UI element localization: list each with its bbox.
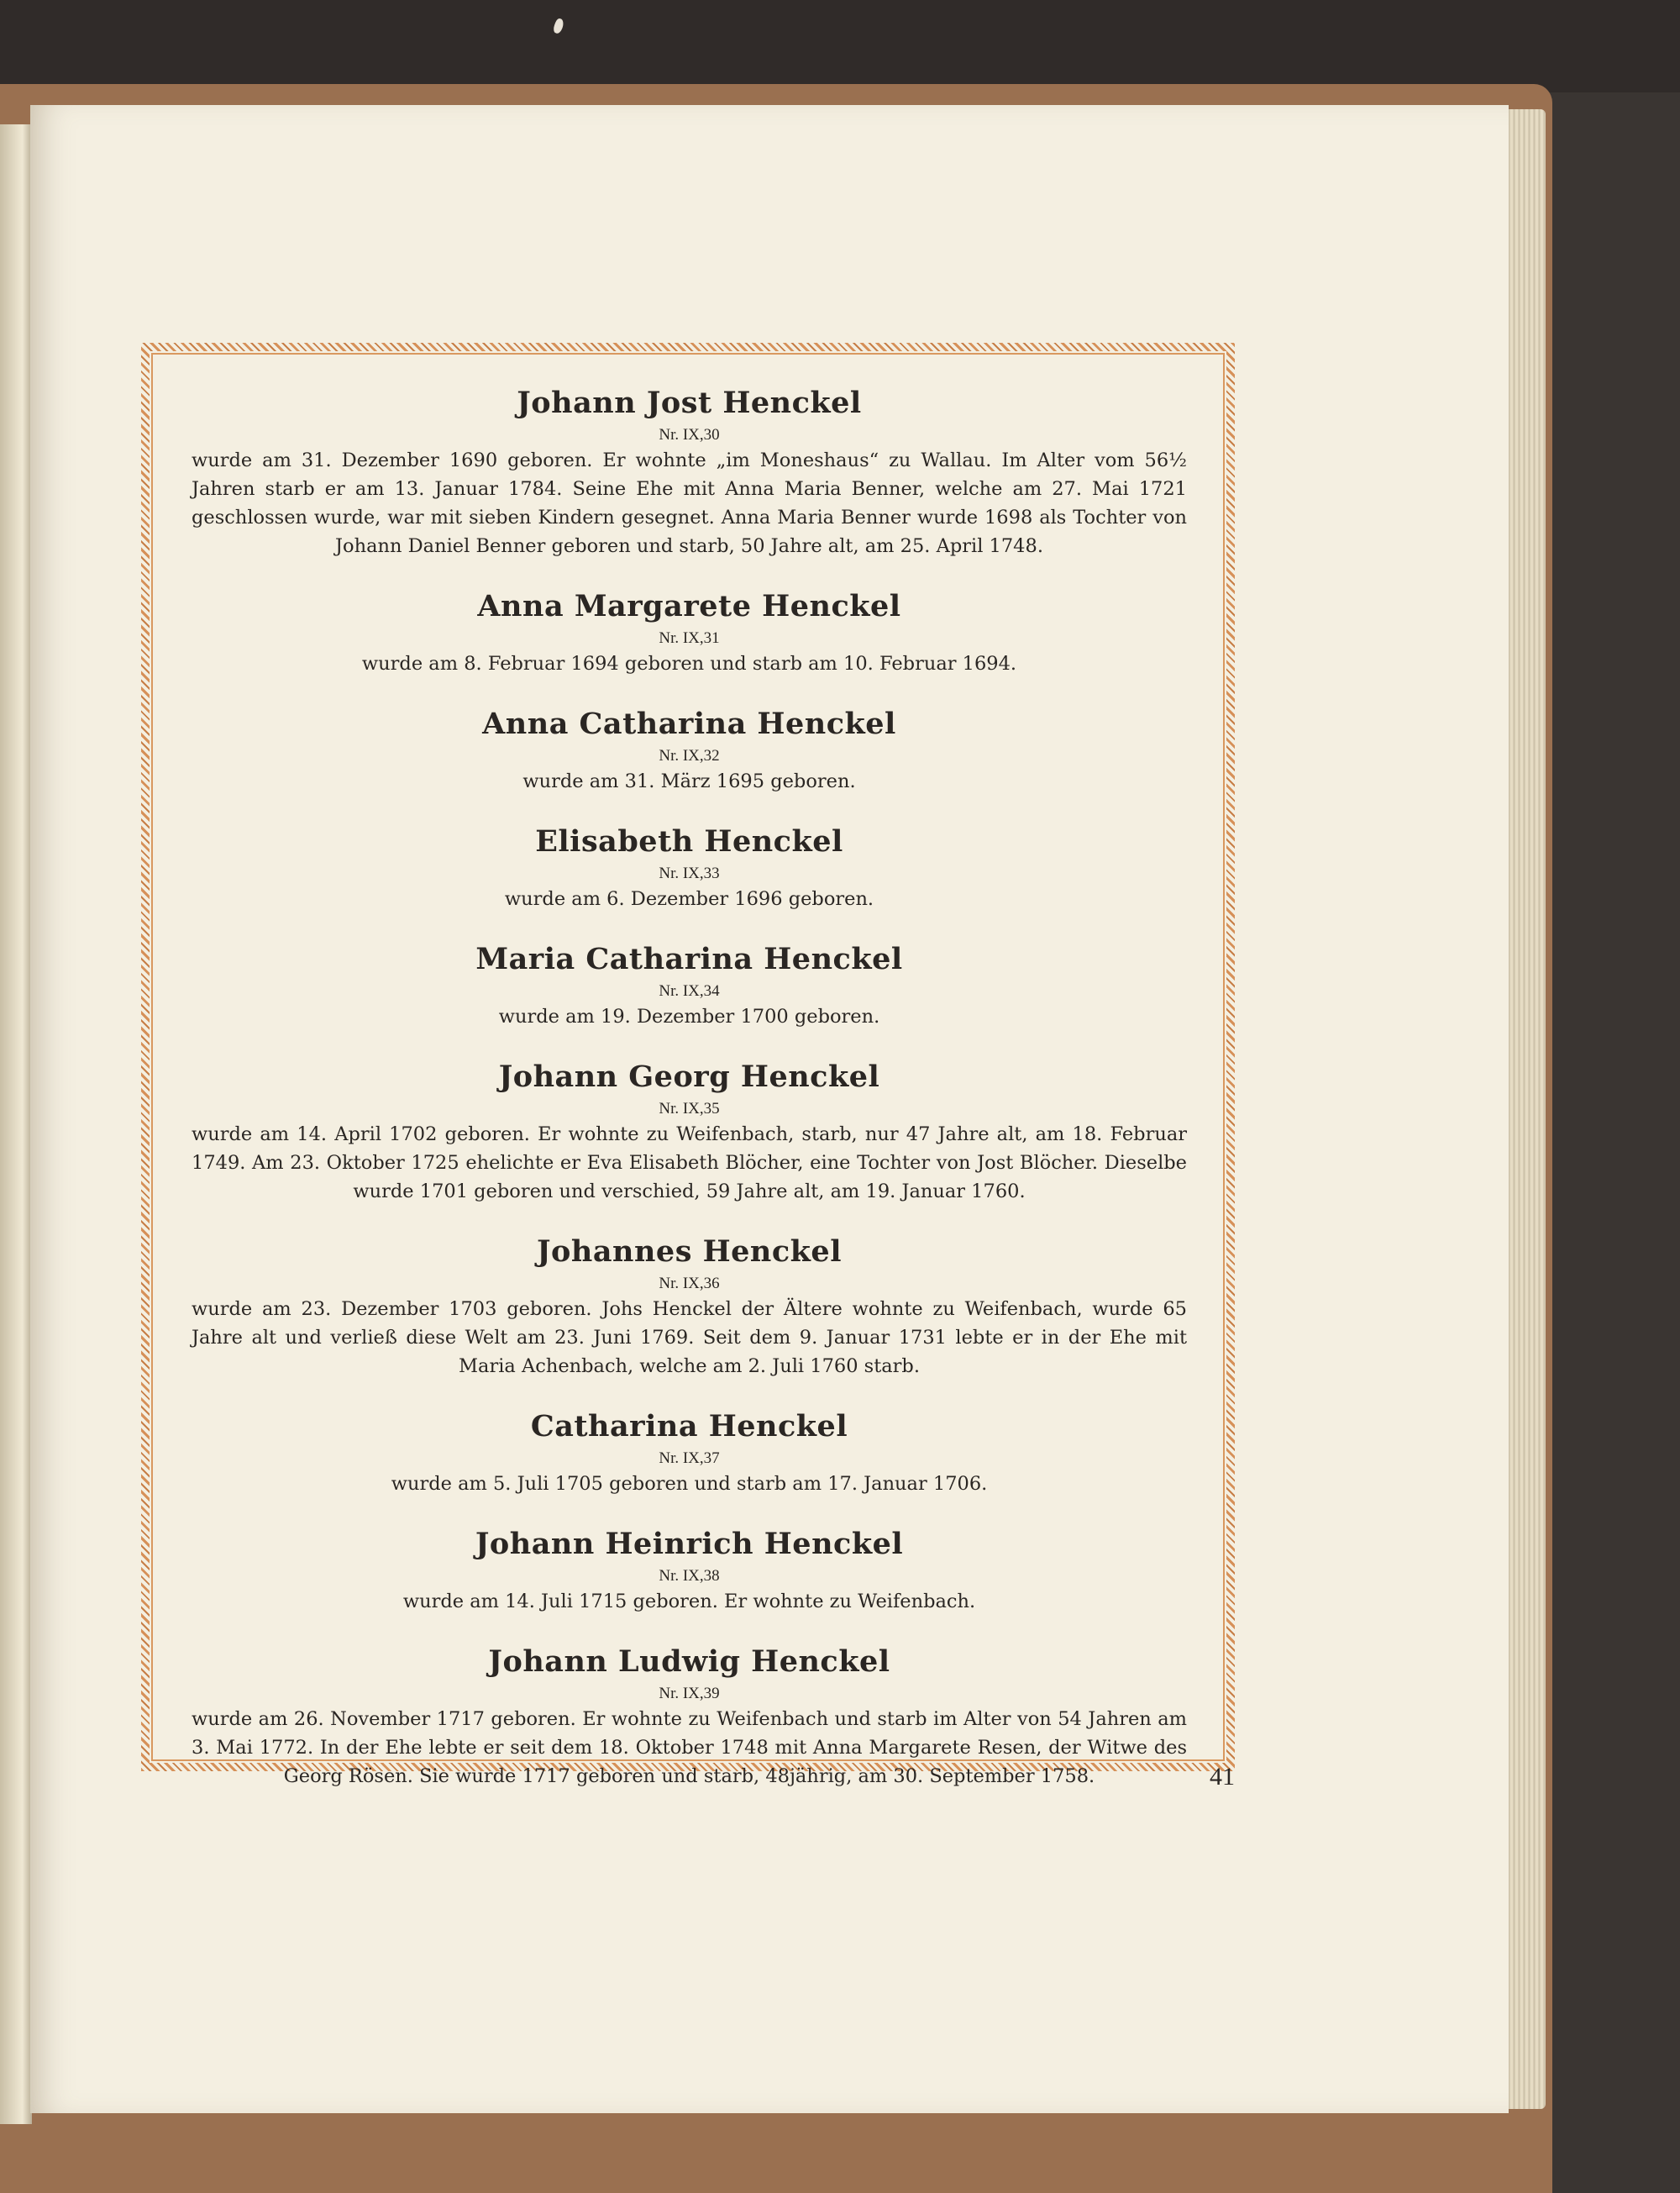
entry (192, 1523, 1187, 1616)
entry-name: Anna Margarete Henckel (477, 589, 901, 623)
entries-list (192, 382, 1187, 1791)
entry-text: wurde am 14. April 1702 geboren. Er wohnte zu Weifenbach, starb, nur 47 Jahre alt, am 18. Februar 1749. Am 23. Oktober 1725 ehelichte er Eva Elisabeth Blöcher, eine Tochter von Jost Blöcher. Dieselbe wurde 1701 geboren und verschied, 59 Jahre alt, am 19. Januar 1760. (192, 1123, 1187, 1202)
entry-text: wurde am 31. Dezember 1690 geboren. Er wohnte „im Moneshaus“ zu Wallau. Im Alter vom 56½ Jahren starb er am 13. Januar 1784. Seine Ehe mit Anna Maria Benner, welche am 27. Mai 1721 geschlossen wurde, war mit sieben Kindern gesegnet. Anna Maria Benner wurde 1698 als Tochter von Johann Daniel Benner geboren und starb, 50 Jahre alt, am 25. April 1748. (192, 450, 1187, 557)
entry-number: Nr. IX,31 (659, 629, 720, 647)
entry-name: Maria Catharina Henckel (475, 942, 903, 976)
entry-text: wurde am 26. November 1717 geboren. Er wohnte zu Weifenbach und starb im Alter von 54 Jahren am 3. Mai 1772. In der Ehe lebte er seit dem 18. Oktober 1748 mit Anna Margarete Resen, der Witwe des Georg Rösen. Sie wurde 1717 geboren und starb, 48jährig, am 30. September 1758. (192, 1708, 1187, 1787)
entry-name: Anna Catharina Henckel (482, 707, 896, 741)
entry (192, 1641, 1187, 1791)
page-number: 41 (1210, 1763, 1235, 1791)
entry-text: wurde am 19. Dezember 1700 geboren. (498, 1006, 880, 1028)
entry (192, 382, 1187, 560)
entry-name: Johann Heinrich Henckel (475, 1527, 904, 1561)
entry-text: wurde am 14. Juli 1715 geboren. Er wohnte zu Weifenbach. (402, 1591, 976, 1612)
entry-text: wurde am 23. Dezember 1703 geboren. Johs Henckel der Ältere wohnte zu Weifenbach, wurde 65 Jahre alt und verließ diese Welt am 23. Juni 1769. Seit dem 9. Januar 1731 lebte er in der Ehe mit Maria Achenbach, welche am 2. Juli 1760 starb. (192, 1298, 1187, 1377)
entry-number: Nr. IX,34 (659, 982, 720, 1000)
entry-name: Catharina Henckel (530, 1409, 848, 1444)
entry-name: Johann Jost Henckel (517, 386, 862, 420)
background (0, 0, 1680, 92)
entry-name: Johann Georg Henckel (498, 1060, 880, 1094)
entry-name: Johann Ludwig Henckel (488, 1644, 890, 1679)
left-page-edge (0, 124, 32, 2124)
entry-name: Elisabeth Henckel (535, 824, 843, 859)
entry-text: wurde am 31. März 1695 geboren. (522, 770, 856, 792)
entry-number: Nr. IX,38 (659, 1567, 720, 1585)
entry-number: Nr. IX,36 (659, 1275, 720, 1292)
entry-text: wurde am 5. Juli 1705 geboren und starb am 17. Januar 1706. (391, 1473, 988, 1495)
entry (192, 1056, 1187, 1206)
entry-number: Nr. IX,35 (659, 1100, 720, 1118)
entry-text: wurde am 8. Februar 1694 geboren und starb am 10. Februar 1694. (361, 653, 1017, 675)
entry (192, 939, 1187, 1031)
entry-number: Nr. IX,32 (659, 747, 720, 765)
entry-number: Nr. IX,37 (659, 1449, 720, 1467)
entry (192, 703, 1187, 796)
entry (192, 1231, 1187, 1380)
entry-name: Johannes Henckel (537, 1234, 842, 1269)
entry (192, 1406, 1187, 1498)
entry-text: wurde am 6. Dezember 1696 geboren. (504, 888, 874, 910)
entry-number: Nr. IX,30 (659, 426, 720, 444)
entry (192, 586, 1187, 678)
entry-number: Nr. IX,39 (659, 1685, 720, 1702)
entry (192, 821, 1187, 913)
entry-number: Nr. IX,33 (659, 865, 720, 882)
